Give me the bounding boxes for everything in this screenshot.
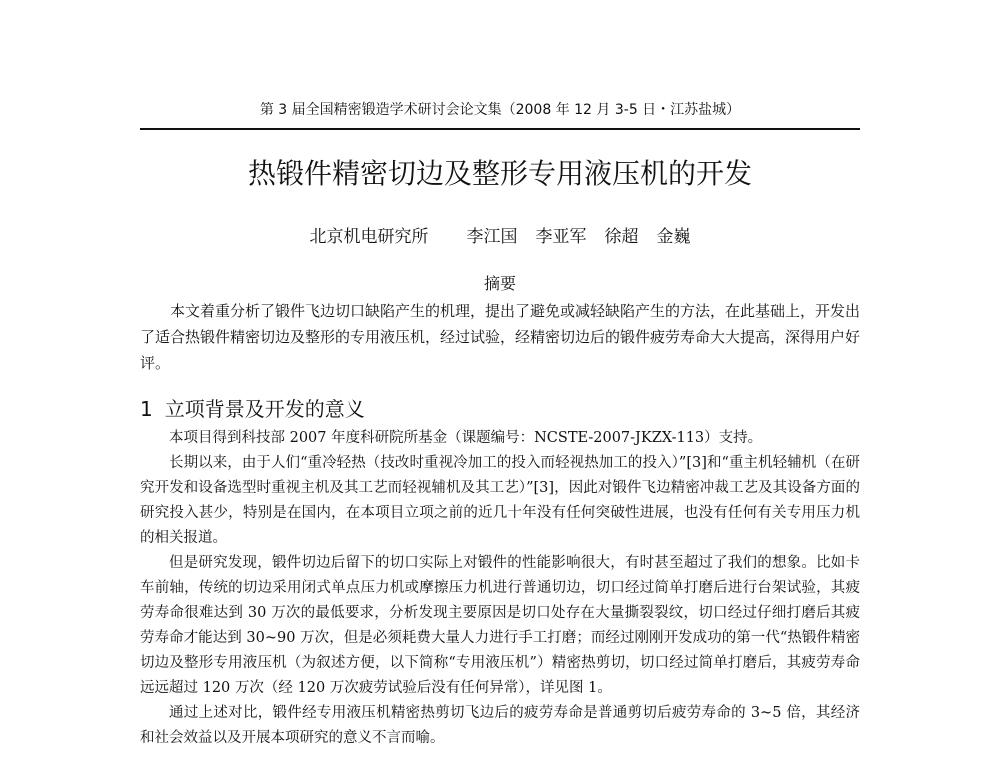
section-body — [140, 426, 860, 751]
running-head: 第 3 届全国精密锻造学术研讨会论文集（2008 年 12 月 3-5 日・江苏盐城） — [259, 102, 741, 118]
author-name: 金巍 — [656, 227, 691, 247]
abstract-text: 本文着重分析了锻件飞边切口缺陷产生的机理，提出了避免或减轻缺陷产生的方法，在此基础上，开发出了适合热锻件精密切边及整形的专用液压机，经过试验，经精密切边后的锻件疲劳寿命大大提高，深得用户好评。 — [140, 302, 861, 372]
paper-title: 热锻件精密切边及整形专用液压机的开发 — [247, 157, 752, 190]
section-heading — [140, 394, 860, 424]
body-paragraph: 本项目得到科技部 2007 年度科研院所基金（课题编号：NCSTE-2007-JKZX-113）支持。 — [169, 430, 763, 446]
section-title: 立项背景及开发的意义 — [164, 397, 365, 421]
byline — [140, 224, 860, 250]
author-name: 李江国 — [466, 227, 518, 247]
author-name: 李亚军 — [535, 227, 587, 247]
body-paragraph: 但是研究发现，锻件切边后留下的切口实际上对锻件的性能影响很大，有时甚至超过了我们的想象。比如卡车前轴，传统的切边采用闭式单点压力机或摩擦压力机进行普通切边，切口经过简单打磨后进行台架试验，其疲劳寿命很难达到 30 万次的最低要求，分析发现主要原因是切口处存在大量撕裂裂纹，切口经过仔细打磨后其疲劳寿命才能达到 30~90 万次，但是必须耗费大量人力进行手工打磨；而经过刚刚开发成功的第一代“热锻件精密切边及整形专用液压机（为叙述方便，以下简称“专用液压机”）精密热剪切，切口经过简单打磨后，其疲劳寿命远远超过 120 万次（经 120 万次疲劳试验后没有任何异常），详见图 1。 — [140, 555, 860, 696]
abstract-heading: 摘要 — [483, 274, 516, 293]
body-paragraph: 长期以来，由于人们“重冷轻热（技改时重视冷加工的投入而轻视热加工的投入）”[3]和“重主机轻辅机（在研究开发和设备选型时重视主机及其工艺而轻视辅机及其工艺）”[3]，因此对锻件飞边精密冲裁工艺及其设备方面的研究投入甚少，特别是在国内，在本项目立项之前的近几十年没有任何突破性进展，也没有任何有关专用压力机的相关报道。 — [140, 455, 860, 546]
body-paragraph: 通过上述对比，锻件经专用液压机精密热剪切飞边后的疲劳寿命是普通剪切后疲劳寿命的 3~5 倍，其经济和社会效益以及开展本项研究的意义不言而喻。 — [140, 705, 860, 746]
section-number: 1 — [140, 397, 153, 421]
header-rule — [140, 128, 860, 130]
author-name: 徐超 — [604, 227, 639, 247]
affiliation: 北京机电研究所 — [309, 227, 429, 247]
